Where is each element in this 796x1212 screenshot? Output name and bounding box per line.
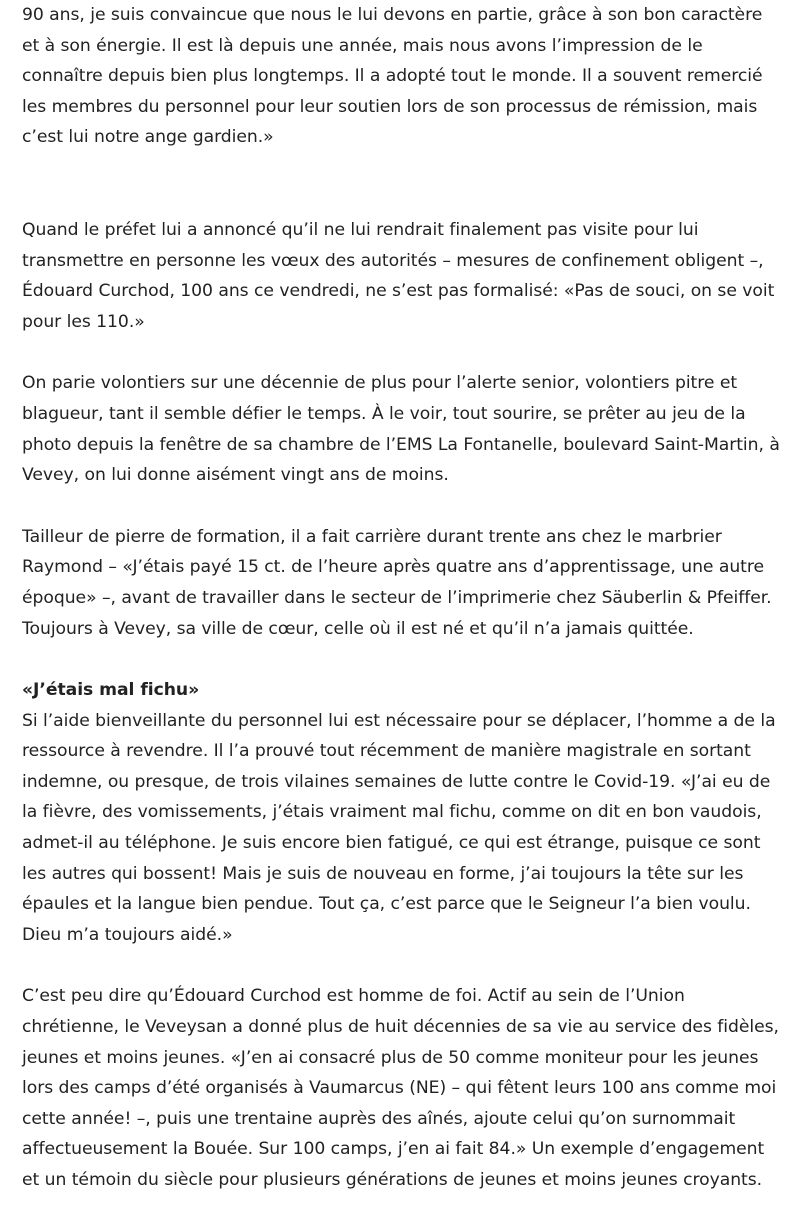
spacer [22,644,782,675]
paragraph-quote-end: 90 ans, je suis convaincue que nous le lui devons en partie, grâce à son bon caractère et à son énergie. Il est là depuis une année, mais nous avons l’impression de le connaître depuis bien plus longtemps. Il a adopté tout le monde. Il a souvent remercié les membres du personnel pour leur soutien lors de son processus de rémission, mais c’est lui notre ange gardien.» [22,5,763,148]
paragraph-covid: Si l’aide bienveillante du personnel lui est nécessaire pour se déplacer, l’homme a de la ressource à revendre. Il l’a prouvé tout récemment de manière magistrale en sortant indemne, ou presque, de trois vilaines semaines de lutte contre le Covid-19. «J’ai eu de la fièvre, des vomissements, j’étais vraiment mal fichu, comme on dit en bon vaudois, admet-il au téléphone. Je suis encore bien fatigué, ce qui est étrange, puisque ce sont les autres qui bossent! Mais je suis de nouveau en forme, j’ai toujours la tête sur les épaules et la langue bien pendue. Tout ça, c’est parce que le Seigneur l’a bien voulu. Dieu m’a toujours aidé.» [22,710,776,945]
spacer [22,950,782,981]
paragraph-senior: On parie volontiers sur une décennie de plus pour l’alerte senior, volontiers pitre et blagueur, tant il semble défier le temps. À le voir, tout sourire, se prêter au jeu de la photo depuis la fenêtre de sa chambre de l’EMS La Fontanelle, boulevard Saint-Martin, à Vevey, on lui donne aisément vingt ans de moins. [22,373,780,486]
article-body [22,0,782,1196]
paragraph-faith: C’est peu dire qu’Édouard Curchod est homme de foi. Actif au sein de l’Union chrétienne, le Veveysan a donné plus de huit décennies de sa vie au service des fidèles, jeunes et moins jeunes. «J’en ai consacré plus de 50 comme moniteur pour les jeunes lors des camps d’été organisés à Vaumarcus (NE) – qui fêtent leurs 100 ans comme moi cette année! –, puis une trentaine auprès des aînés, ajoute celui qu’on surnommait affectueusement la Bouée. Sur 100 camps, j’en ai fait 84.» Un exemple d’engagement et un témoin du siècle pour plusieurs générations de jeunes et moins jeunes croyants. [22,986,779,1190]
spacer [22,491,782,522]
paragraph-prefect: Quand le préfet lui a annoncé qu’il ne lui rendrait finalement pas visite pour lui transmettre en personne les vœux des autorités – mesures de confinement obligent –, Édouard Curchod, 100 ans ce vendredi, ne s’est pas formalisé: «Pas de souci, on se voit pour les 110.» [22,219,775,332]
spacer [22,337,782,368]
spacer [22,153,782,215]
paragraph-career: Tailleur de pierre de formation, il a fait carrière durant trente ans chez le marbrier Raymond – «J’étais payé 15 ct. de l’heure après quatre ans d’apprentissage, une autre époque» –, avant de travailler dans le secteur de l’imprimerie chez Säuberlin & Pfeiffer. Toujours à Vevey, sa ville de cœur, celle où il est né et qu’il n’a jamais quittée. [22,526,772,639]
section-subheading: «J’étais mal fichu» [22,680,200,701]
